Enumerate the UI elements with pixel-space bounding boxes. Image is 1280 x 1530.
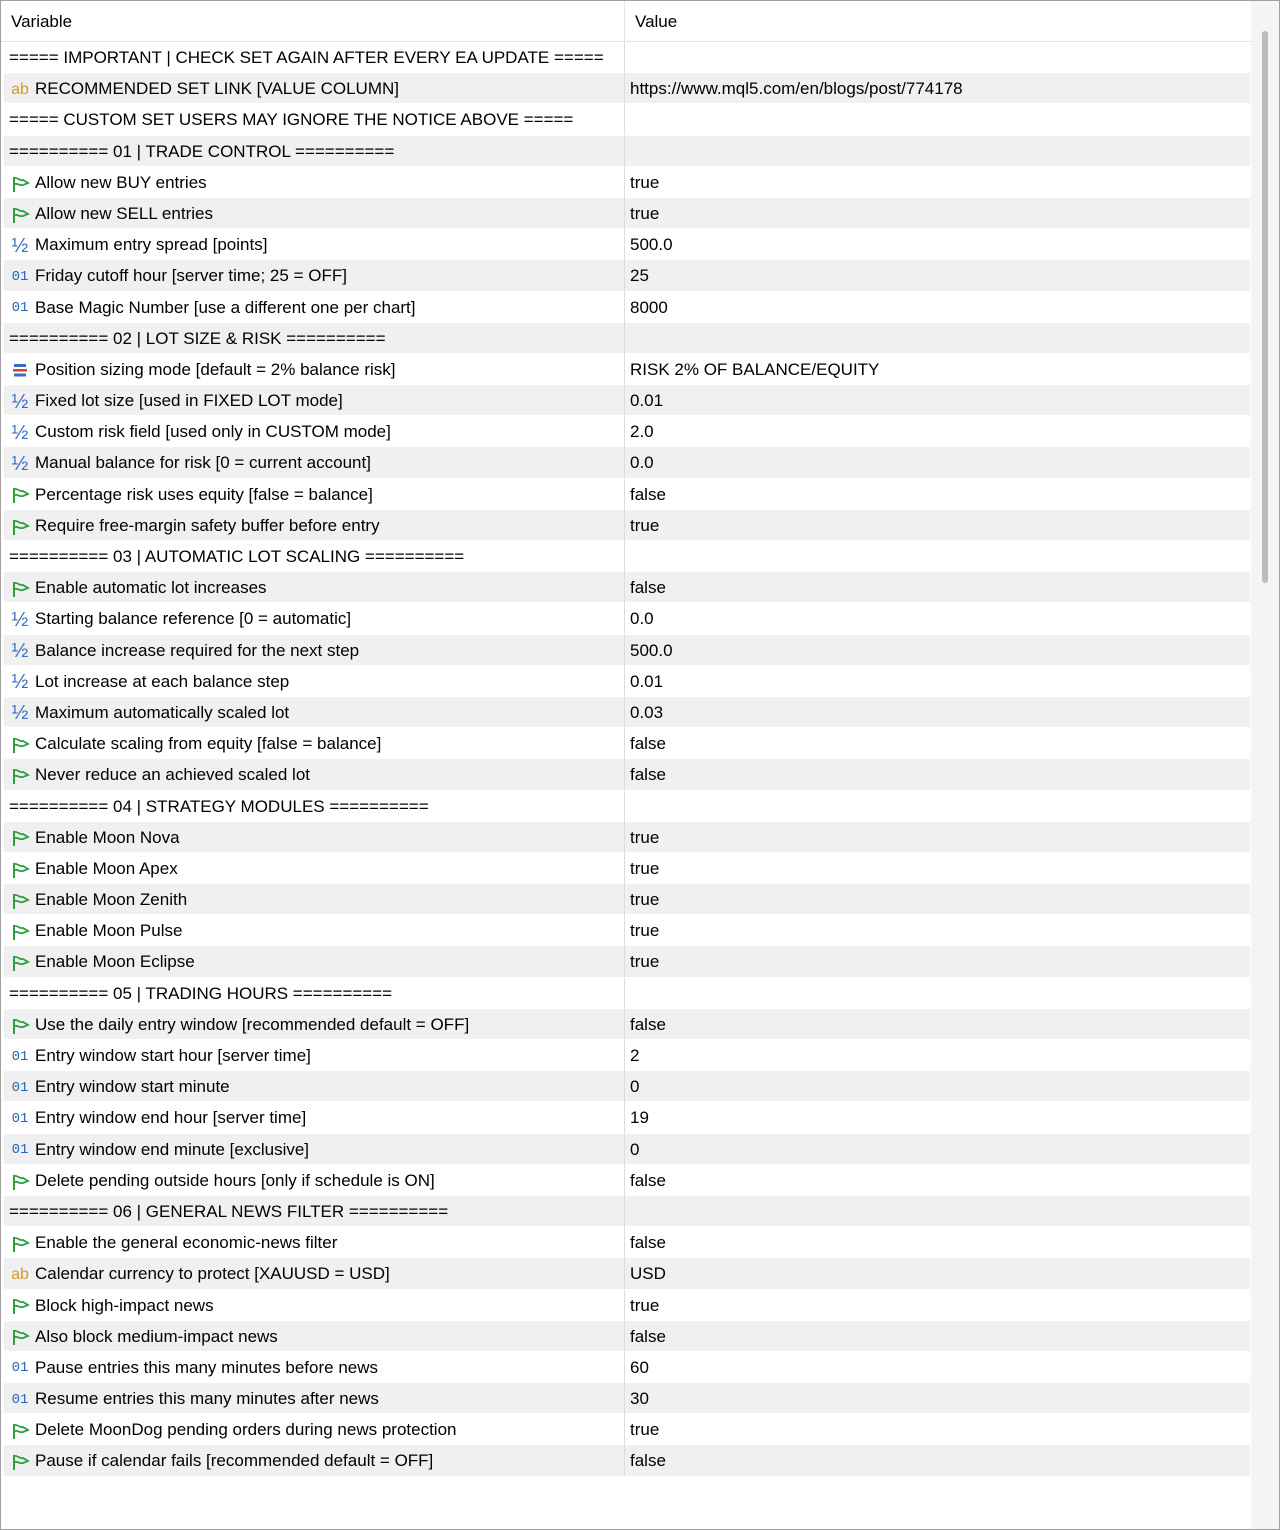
variable-label: Calendar currency to protect [XAUUSD = USD] bbox=[35, 1264, 390, 1284]
table-row[interactable] bbox=[4, 697, 1250, 728]
value-cell[interactable] bbox=[626, 822, 1250, 853]
value-column-header[interactable]: Value bbox=[635, 12, 678, 31]
value-cell[interactable] bbox=[626, 167, 1250, 198]
value-text: false bbox=[630, 1014, 666, 1034]
variable-cell bbox=[4, 572, 625, 603]
section-row[interactable] bbox=[4, 136, 1250, 167]
table-row[interactable] bbox=[4, 198, 1250, 229]
variable-cell bbox=[4, 198, 625, 229]
section-label: ========== 03 | AUTOMATIC LOT SCALING ========== bbox=[9, 547, 465, 566]
bool-flag-icon bbox=[9, 922, 31, 943]
table-row[interactable] bbox=[4, 1290, 1250, 1321]
table-row[interactable] bbox=[4, 666, 1250, 697]
double-type-icon: ½ bbox=[11, 421, 29, 444]
variable-label: Maximum automatically scaled lot bbox=[35, 702, 290, 722]
table-header bbox=[1, 1, 1251, 42]
value-text: 500.0 bbox=[630, 640, 673, 660]
value-cell[interactable] bbox=[626, 853, 1250, 884]
section-label: ========== 05 | TRADING HOURS ========== bbox=[9, 983, 393, 1003]
variable-label: Resume entries this many minutes after news bbox=[35, 1389, 379, 1409]
variable-cell bbox=[4, 603, 625, 634]
variable-cell bbox=[4, 978, 625, 1009]
section-label: ========== 02 | LOT SIZE & RISK ========== bbox=[9, 328, 386, 348]
section-label: ========== 01 | TRADE CONTROL ========== bbox=[9, 141, 395, 161]
table-row[interactable] bbox=[4, 759, 1250, 790]
value-text: true bbox=[630, 952, 660, 972]
variable-label: Base Magic Number [use a different one per chart] bbox=[35, 297, 416, 317]
variable-cell bbox=[4, 884, 625, 915]
value-cell[interactable] bbox=[626, 1321, 1250, 1352]
variable-cell bbox=[4, 292, 625, 323]
variable-cell bbox=[4, 1196, 625, 1227]
variable-cell bbox=[4, 1102, 625, 1133]
variable-label: Delete pending outside hours [only if schedule is ON] bbox=[35, 1170, 435, 1190]
double-type-icon: ½ bbox=[11, 608, 29, 631]
bool-flag-icon bbox=[9, 1171, 31, 1192]
table-row[interactable] bbox=[4, 1321, 1250, 1352]
section-label: ===== CUSTOM SET USERS MAY IGNORE THE NOTICE ABOVE ===== bbox=[9, 110, 574, 130]
table-row[interactable] bbox=[4, 354, 1250, 385]
string-type-icon: ab bbox=[11, 1265, 29, 1283]
section-label: ========== 06 | GENERAL NEWS FILTER ========== bbox=[9, 1201, 449, 1221]
enum-list-icon bbox=[9, 360, 31, 380]
value-cell bbox=[626, 791, 1250, 822]
value-text: 2 bbox=[630, 1046, 640, 1065]
variable-label: Allow new BUY entries bbox=[35, 172, 207, 192]
variable-cell bbox=[4, 1414, 625, 1445]
variable-cell bbox=[4, 1290, 625, 1321]
table-row[interactable] bbox=[4, 229, 1250, 260]
variable-label: Entry window start minute bbox=[35, 1077, 230, 1097]
variable-cell bbox=[4, 104, 625, 135]
section-label: ===== IMPORTANT | CHECK SET AGAIN AFTER EVERY EA UPDATE ===== bbox=[9, 48, 604, 67]
double-type-icon: ½ bbox=[11, 452, 29, 475]
table-row[interactable] bbox=[4, 292, 1250, 323]
table-row[interactable] bbox=[4, 1383, 1250, 1414]
value-cell[interactable] bbox=[626, 1445, 1250, 1476]
value-cell[interactable] bbox=[626, 1227, 1250, 1258]
table-row[interactable] bbox=[4, 1258, 1250, 1289]
variable-label: Maximum entry spread [points] bbox=[35, 235, 268, 255]
variable-cell bbox=[4, 323, 625, 354]
value-text: 0.03 bbox=[630, 702, 664, 722]
value-cell[interactable] bbox=[626, 603, 1250, 634]
variable-label: RECOMMENDED SET LINK [VALUE COLUMN] bbox=[35, 79, 399, 99]
double-type-icon: ½ bbox=[11, 234, 29, 257]
table-row[interactable] bbox=[4, 167, 1250, 198]
variable-cell bbox=[4, 1383, 625, 1414]
value-cell bbox=[626, 541, 1250, 572]
value-cell[interactable] bbox=[626, 73, 1250, 104]
value-cell bbox=[626, 1196, 1250, 1227]
value-text: USD bbox=[630, 1264, 666, 1284]
value-cell[interactable] bbox=[626, 260, 1250, 291]
value-cell bbox=[626, 978, 1250, 1009]
integer-type-icon: 01 bbox=[11, 300, 29, 317]
variable-cell bbox=[4, 635, 625, 666]
value-cell bbox=[626, 42, 1250, 73]
table-row[interactable] bbox=[4, 915, 1250, 946]
variable-cell bbox=[4, 479, 625, 510]
variable-label: Enable the general economic-news filter bbox=[35, 1233, 338, 1253]
value-text: 0 bbox=[630, 1139, 640, 1159]
bool-flag-icon bbox=[9, 204, 31, 225]
section-row[interactable] bbox=[4, 42, 1250, 73]
value-text: true bbox=[630, 203, 660, 223]
table-row[interactable] bbox=[4, 1352, 1250, 1383]
variable-label: Friday cutoff hour [server time; 25 = OFF] bbox=[35, 266, 347, 286]
variable-cell bbox=[4, 915, 625, 946]
value-cell bbox=[626, 323, 1250, 354]
integer-type-icon: 01 bbox=[11, 268, 29, 285]
value-text: true bbox=[630, 515, 660, 535]
variable-cell bbox=[4, 1321, 625, 1352]
value-cell[interactable] bbox=[626, 198, 1250, 229]
value-cell[interactable] bbox=[626, 1071, 1250, 1102]
variable-label: Entry window end hour [server time] bbox=[35, 1108, 307, 1128]
variable-label: Calculate scaling from equity [false = balance] bbox=[35, 734, 382, 754]
value-cell[interactable] bbox=[626, 292, 1250, 323]
bool-flag-icon bbox=[9, 516, 31, 537]
variable-label: Position sizing mode [default = 2% balance risk] bbox=[35, 359, 396, 379]
section-row[interactable] bbox=[4, 104, 1250, 135]
value-text: 0.0 bbox=[630, 609, 654, 629]
variable-cell bbox=[4, 1445, 625, 1476]
variable-cell bbox=[4, 1227, 625, 1258]
table-row[interactable] bbox=[4, 853, 1250, 884]
value-cell bbox=[626, 136, 1250, 167]
value-text: 2.0 bbox=[630, 422, 654, 442]
table-row[interactable] bbox=[4, 1102, 1250, 1133]
section-label: ========== 04 | STRATEGY MODULES ========== bbox=[9, 796, 429, 816]
value-text: 0.0 bbox=[630, 453, 654, 473]
value-text: 0 bbox=[630, 1077, 640, 1097]
variable-cell bbox=[4, 728, 625, 759]
integer-type-icon: 01 bbox=[11, 1110, 29, 1127]
table-row[interactable] bbox=[4, 1227, 1250, 1258]
variable-label: Balance increase required for the next step bbox=[35, 640, 360, 660]
variable-cell bbox=[4, 697, 625, 728]
bool-flag-icon bbox=[9, 953, 31, 974]
value-text: true bbox=[630, 1295, 660, 1315]
bool-flag-icon bbox=[9, 859, 31, 880]
value-text: true bbox=[630, 827, 660, 847]
value-cell[interactable] bbox=[626, 1009, 1250, 1040]
bool-flag-icon bbox=[9, 890, 31, 911]
value-text: true bbox=[630, 172, 660, 192]
bool-flag-icon bbox=[9, 1327, 31, 1348]
variable-cell bbox=[4, 42, 625, 73]
variable-cell bbox=[4, 136, 625, 167]
value-cell[interactable] bbox=[626, 728, 1250, 759]
value-text: true bbox=[630, 858, 660, 878]
value-cell[interactable] bbox=[626, 416, 1250, 447]
variable-cell bbox=[4, 1258, 625, 1289]
variable-label: Manual balance for risk [0 = current account] bbox=[35, 453, 371, 473]
table-row[interactable] bbox=[4, 822, 1250, 853]
variable-label: Enable Moon Pulse bbox=[35, 921, 183, 941]
value-cell[interactable] bbox=[626, 354, 1250, 385]
vertical-scrollbar[interactable] bbox=[1251, 1, 1279, 1529]
variable-label: Enable Moon Eclipse bbox=[35, 952, 195, 972]
table-row[interactable] bbox=[4, 73, 1250, 104]
value-text: 30 bbox=[630, 1389, 649, 1409]
integer-type-icon: 01 bbox=[11, 1360, 29, 1377]
table-row[interactable] bbox=[4, 416, 1250, 447]
value-cell[interactable] bbox=[626, 1383, 1250, 1414]
bool-flag-icon bbox=[9, 1233, 31, 1254]
value-text: 25 bbox=[630, 266, 649, 286]
value-cell bbox=[626, 104, 1250, 135]
integer-type-icon: 01 bbox=[11, 1079, 29, 1096]
section-row[interactable] bbox=[4, 541, 1250, 572]
section-row[interactable] bbox=[4, 1196, 1250, 1227]
value-cell[interactable] bbox=[626, 510, 1250, 541]
double-type-icon: ½ bbox=[11, 702, 29, 725]
value-text: false bbox=[630, 1170, 666, 1190]
value-cell[interactable] bbox=[626, 447, 1250, 478]
scrollbar-thumb[interactable] bbox=[1262, 31, 1268, 583]
double-type-icon: ½ bbox=[11, 671, 29, 694]
value-cell[interactable] bbox=[626, 385, 1250, 416]
value-text: 0.01 bbox=[630, 671, 664, 691]
table-row[interactable] bbox=[4, 510, 1250, 541]
table-row[interactable] bbox=[4, 385, 1250, 416]
variable-label: Use the daily entry window [recommended default = OFF] bbox=[35, 1014, 470, 1034]
section-row[interactable] bbox=[4, 978, 1250, 1009]
value-cell[interactable] bbox=[626, 884, 1250, 915]
variable-cell bbox=[4, 447, 625, 478]
value-cell[interactable] bbox=[626, 229, 1250, 260]
value-cell[interactable] bbox=[626, 1165, 1250, 1196]
variable-cell bbox=[4, 73, 625, 104]
value-text: false bbox=[630, 1233, 666, 1253]
table-row[interactable] bbox=[4, 884, 1250, 915]
bool-flag-icon bbox=[9, 1452, 31, 1473]
variable-cell bbox=[4, 260, 625, 291]
integer-type-icon: 01 bbox=[11, 1391, 29, 1408]
variable-label: Fixed lot size [used in FIXED LOT mode] bbox=[35, 391, 343, 411]
value-cell[interactable] bbox=[626, 666, 1250, 697]
variable-label: Enable Moon Nova bbox=[35, 827, 180, 847]
variable-cell bbox=[4, 1352, 625, 1383]
table-row[interactable] bbox=[4, 1134, 1250, 1165]
table-row[interactable] bbox=[4, 728, 1250, 759]
value-text: false bbox=[630, 765, 666, 785]
section-row[interactable] bbox=[4, 323, 1250, 354]
value-text: false bbox=[630, 1451, 666, 1471]
table-row[interactable] bbox=[4, 1040, 1250, 1071]
string-type-icon: ab bbox=[11, 80, 29, 98]
section-row[interactable] bbox=[4, 791, 1250, 822]
value-cell[interactable] bbox=[626, 1352, 1250, 1383]
variable-cell bbox=[4, 1009, 625, 1040]
variable-label: Pause if calendar fails [recommended default = OFF] bbox=[35, 1451, 434, 1471]
value-text: false bbox=[630, 734, 666, 754]
table-row[interactable] bbox=[4, 1414, 1250, 1445]
variable-label: Also block medium-impact news bbox=[35, 1326, 278, 1346]
bool-flag-icon bbox=[9, 828, 31, 849]
value-cell[interactable] bbox=[626, 759, 1250, 790]
variable-label: Entry window end minute [exclusive] bbox=[35, 1139, 310, 1159]
table-row[interactable] bbox=[4, 1165, 1250, 1196]
table-row[interactable] bbox=[4, 260, 1250, 291]
value-text: 60 bbox=[630, 1357, 649, 1377]
variable-label: Enable Moon Apex bbox=[35, 858, 178, 878]
variable-cell bbox=[4, 666, 625, 697]
variable-label: Lot increase at each balance step bbox=[35, 671, 290, 691]
value-cell[interactable] bbox=[626, 1040, 1250, 1071]
value-text: 19 bbox=[630, 1108, 649, 1128]
variable-cell bbox=[4, 385, 625, 416]
table-row[interactable] bbox=[4, 635, 1250, 666]
bool-flag-icon bbox=[9, 766, 31, 787]
value-text: true bbox=[630, 890, 660, 910]
integer-type-icon: 01 bbox=[11, 1142, 29, 1159]
bool-flag-icon bbox=[9, 173, 31, 194]
variable-label: Delete MoonDog pending orders during news protection bbox=[35, 1420, 457, 1440]
variable-cell bbox=[4, 229, 625, 260]
bool-flag-icon bbox=[9, 578, 31, 599]
table-row[interactable] bbox=[4, 1445, 1250, 1476]
variable-label: Block high-impact news bbox=[35, 1295, 214, 1315]
integer-type-icon: 01 bbox=[11, 1048, 29, 1065]
value-cell[interactable] bbox=[626, 697, 1250, 728]
value-text: true bbox=[630, 1420, 660, 1440]
value-cell[interactable] bbox=[626, 915, 1250, 946]
value-text: RISK 2% OF BALANCE/EQUITY bbox=[630, 359, 880, 379]
bool-flag-icon bbox=[9, 1296, 31, 1317]
value-cell[interactable] bbox=[626, 1414, 1250, 1445]
value-cell[interactable] bbox=[626, 1134, 1250, 1165]
table-row[interactable] bbox=[4, 572, 1250, 603]
variable-label: Allow new SELL entries bbox=[35, 203, 213, 223]
variable-label: Require free-margin safety buffer before entry bbox=[35, 515, 380, 535]
bool-flag-icon bbox=[9, 1015, 31, 1036]
variable-label: Enable automatic lot increases bbox=[35, 578, 267, 598]
variable-cell bbox=[4, 1134, 625, 1165]
value-cell[interactable] bbox=[626, 946, 1250, 977]
variable-label: Pause entries this many minutes before news bbox=[35, 1357, 379, 1377]
variable-cell bbox=[4, 416, 625, 447]
table-row[interactable] bbox=[4, 479, 1250, 510]
table-row[interactable] bbox=[4, 603, 1250, 634]
variable-cell bbox=[4, 541, 625, 572]
variable-label: Percentage risk uses equity [false = balance] bbox=[35, 484, 373, 504]
variable-cell bbox=[4, 510, 625, 541]
variable-cell bbox=[4, 853, 625, 884]
bool-flag-icon bbox=[9, 734, 31, 755]
table-row[interactable] bbox=[4, 946, 1250, 977]
table-body bbox=[4, 42, 1250, 1477]
double-type-icon: ½ bbox=[11, 390, 29, 413]
variable-label: Custom risk field [used only in CUSTOM mode] bbox=[35, 422, 391, 442]
variable-column-header[interactable]: Variable bbox=[1, 1, 625, 41]
variable-label: Never reduce an achieved scaled lot bbox=[35, 765, 310, 785]
variable-cell bbox=[4, 1165, 625, 1196]
variable-cell bbox=[4, 167, 625, 198]
value-cell[interactable] bbox=[626, 479, 1250, 510]
variable-cell bbox=[4, 1040, 625, 1071]
value-cell[interactable] bbox=[626, 1258, 1250, 1289]
variable-cell bbox=[4, 946, 625, 977]
variable-cell bbox=[4, 791, 625, 822]
variable-cell bbox=[4, 354, 625, 385]
value-text: https://www.mql5.com/en/blogs/post/774178 bbox=[630, 79, 963, 99]
value-text: 8000 bbox=[630, 297, 668, 317]
value-text: false bbox=[630, 578, 666, 598]
variable-cell bbox=[4, 1071, 625, 1102]
value-cell[interactable] bbox=[626, 1102, 1250, 1133]
variable-label: Entry window start hour [server time] bbox=[35, 1046, 311, 1065]
value-text: false bbox=[630, 1326, 666, 1346]
table-row[interactable] bbox=[4, 1009, 1250, 1040]
value-cell[interactable] bbox=[626, 572, 1250, 603]
value-text: true bbox=[630, 921, 660, 941]
value-cell[interactable] bbox=[626, 635, 1250, 666]
value-text: 500.0 bbox=[630, 235, 673, 255]
variable-label: Starting balance reference [0 = automatic] bbox=[35, 609, 352, 629]
table-row[interactable] bbox=[4, 447, 1250, 478]
double-type-icon: ½ bbox=[11, 640, 29, 663]
value-cell[interactable] bbox=[626, 1290, 1250, 1321]
variable-label: Enable Moon Zenith bbox=[35, 890, 188, 910]
table-row[interactable] bbox=[4, 1071, 1250, 1102]
variable-cell bbox=[4, 759, 625, 790]
bool-flag-icon bbox=[9, 1421, 31, 1442]
value-text: 0.01 bbox=[630, 391, 664, 411]
value-text: false bbox=[630, 484, 666, 504]
variable-cell bbox=[4, 822, 625, 853]
bool-flag-icon bbox=[9, 485, 31, 506]
